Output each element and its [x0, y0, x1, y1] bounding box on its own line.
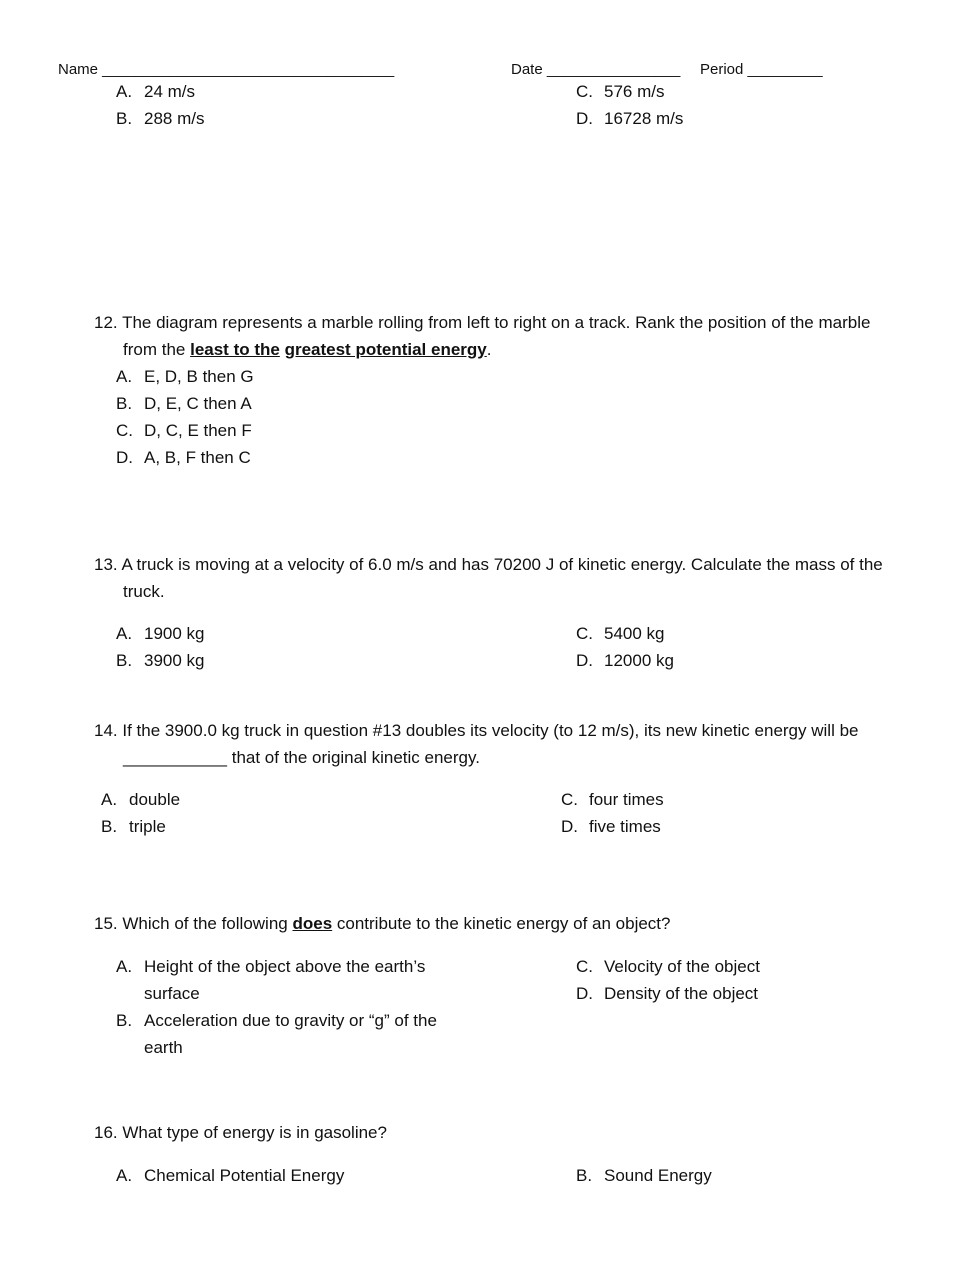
q16-question	[94, 1122, 387, 1144]
q11-option-c	[576, 81, 664, 103]
option-letter: C.	[576, 957, 593, 976]
q12-option-c	[116, 420, 252, 442]
q14-option-a	[101, 789, 180, 811]
q13-question-cont: truck.	[123, 582, 165, 601]
option-letter: D.	[576, 984, 593, 1003]
q11-option-b	[116, 108, 204, 130]
q15-option-c	[576, 956, 760, 978]
q14-option-d	[561, 816, 661, 838]
emphasis-text: greatest potential energy	[284, 340, 487, 359]
question-text: .	[486, 340, 492, 359]
option-letter: D.	[561, 817, 578, 836]
option-letter: D.	[116, 448, 133, 467]
period-field-label: Period _________	[700, 61, 823, 78]
q15-option-b-cont: earth	[144, 1038, 183, 1057]
name-field-label: Name ___________________________________	[58, 61, 395, 78]
q12-option-b	[116, 393, 252, 415]
question-number: 15.	[94, 914, 118, 933]
option-letter: A.	[116, 82, 133, 101]
option-letter: B.	[116, 1011, 133, 1030]
q14-option-b	[101, 816, 166, 838]
q14-option-c	[561, 789, 664, 811]
question-text: A truck is moving at a velocity of 6.0 m/s and has 70200 J of kinetic energy. Calculate the mass of the	[121, 555, 883, 574]
option-text: triple	[129, 817, 166, 836]
q13-option-c	[576, 623, 665, 645]
question-text: from the	[123, 340, 191, 359]
option-letter: C.	[576, 82, 593, 101]
option-text: D, C, E then F	[144, 421, 252, 440]
option-text: double	[129, 790, 181, 809]
q13-question	[94, 554, 883, 576]
option-letter: B.	[116, 109, 133, 128]
option-text: five times	[589, 817, 661, 836]
q15-option-d	[576, 983, 758, 1005]
q15-question	[94, 913, 670, 935]
q12-option-a	[116, 366, 254, 388]
option-text: Acceleration due to gravity or “g” of the	[144, 1011, 437, 1030]
question-number: 12.	[94, 313, 118, 332]
option-text: 3900 kg	[144, 651, 205, 670]
option-letter: A.	[116, 1166, 133, 1185]
q16-option-b	[576, 1165, 712, 1187]
q12-option-d	[116, 447, 251, 469]
option-text: Chemical Potential Energy	[144, 1166, 345, 1185]
option-letter: C.	[116, 421, 133, 440]
option-letter: B.	[116, 394, 133, 413]
q13-option-d	[576, 650, 674, 672]
option-text: 288 m/s	[144, 109, 205, 128]
question-number: 13.	[94, 555, 118, 574]
option-letter: C.	[576, 624, 593, 643]
question-text: contribute to the kinetic energy of an object?	[332, 914, 671, 933]
option-text: 16728 m/s	[604, 109, 684, 128]
option-letter: D.	[576, 109, 593, 128]
option-text: Density of the object	[604, 984, 759, 1003]
question-number: 16.	[94, 1123, 118, 1142]
option-text: D, E, C then A	[144, 394, 252, 413]
question-text: If the 3900.0 kg truck in question #13 doubles its velocity (to 12 m/s), its new kinetic energy will be	[122, 721, 859, 740]
option-text: 12000 kg	[604, 651, 674, 670]
q14-question-cont: ___________ that of the original kinetic energy.	[123, 748, 480, 767]
option-letter: B.	[101, 817, 118, 836]
question-text: What type of energy is in gasoline?	[122, 1123, 387, 1142]
option-text: Velocity of the object	[604, 957, 760, 976]
q15-option-a-cont: surface	[144, 984, 200, 1003]
date-field-label: Date ________________	[511, 61, 681, 78]
option-letter: A.	[116, 367, 133, 386]
q11-option-a	[116, 81, 195, 103]
option-text: Height of the object above the earth’s	[144, 957, 426, 976]
option-text: 576 m/s	[604, 82, 665, 101]
q16-option-a	[116, 1165, 344, 1187]
question-number: 14.	[94, 721, 118, 740]
option-letter: A.	[101, 790, 118, 809]
q15-option-b	[116, 1010, 437, 1032]
option-text: E, D, B then G	[144, 367, 254, 386]
option-letter: B.	[116, 651, 133, 670]
option-text: A, B, F then C	[144, 448, 251, 467]
q13-option-a	[116, 623, 205, 645]
option-letter: A.	[116, 957, 133, 976]
option-letter: B.	[576, 1166, 593, 1185]
q11-option-d	[576, 108, 683, 130]
option-letter: C.	[561, 790, 578, 809]
option-letter: A.	[116, 624, 133, 643]
emphasis-text: does	[292, 914, 333, 933]
q12-question-cont	[123, 339, 491, 361]
option-letter: D.	[576, 651, 593, 670]
q15-option-a	[116, 956, 425, 978]
option-text: 1900 kg	[144, 624, 205, 643]
q12-question	[94, 312, 870, 334]
option-text: 24 m/s	[144, 82, 196, 101]
question-text: The diagram represents a marble rolling from left to right on a track. Rank the position of the marble	[122, 313, 871, 332]
option-text: 5400 kg	[604, 624, 665, 643]
q13-option-b	[116, 650, 205, 672]
question-text: Which of the following	[122, 914, 293, 933]
emphasis-text: least to the	[190, 340, 280, 359]
option-text: Sound Energy	[604, 1166, 712, 1185]
q14-question	[94, 720, 858, 742]
option-text: four times	[589, 790, 664, 809]
